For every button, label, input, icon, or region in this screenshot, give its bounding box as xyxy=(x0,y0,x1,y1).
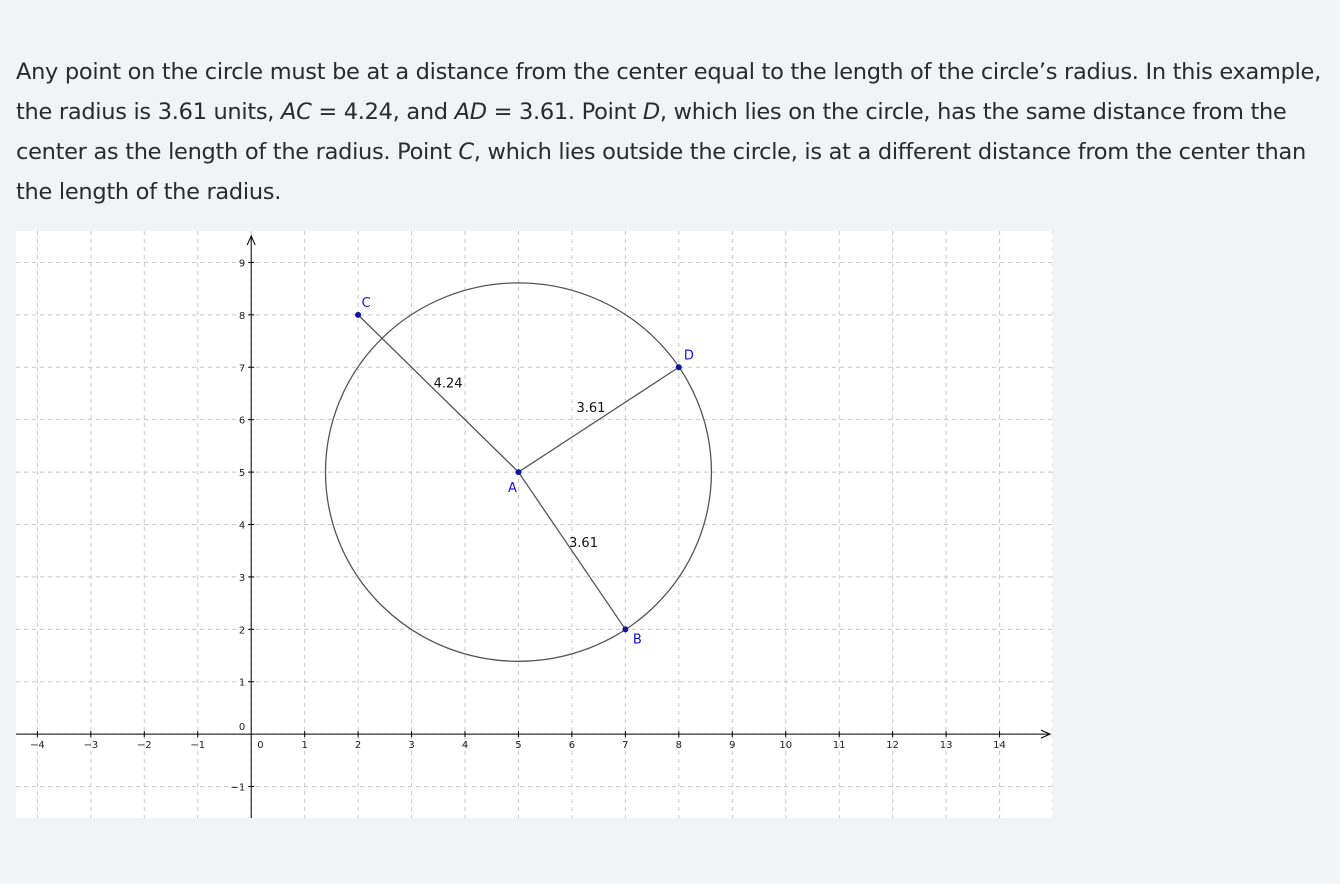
point-label-c: C xyxy=(361,295,371,311)
x-tick-label: 3 xyxy=(408,740,415,752)
x-tick-label: 7 xyxy=(622,740,629,752)
x-tick-label: 14 xyxy=(993,740,1006,752)
point-b xyxy=(622,626,628,632)
axes xyxy=(16,236,1050,818)
x-tick-label: −3 xyxy=(83,740,99,752)
x-tick-label: 13 xyxy=(939,740,953,752)
x-tick-label: −2 xyxy=(136,740,152,752)
point-d xyxy=(676,364,682,370)
x-tick-label: 9 xyxy=(729,740,736,752)
x-tick-label: 8 xyxy=(675,740,683,752)
var-d: D xyxy=(642,99,660,125)
point-label-b: B xyxy=(632,632,642,648)
var-ad: AD xyxy=(454,99,487,125)
paragraph-text-1: Any point on the circle must be at a distance from the center equal to the length of the circle’s radius. In this example, the radius is 3.61 units, xyxy=(16,59,1321,125)
grid xyxy=(16,231,1053,818)
x-tick-label: 1 xyxy=(301,740,308,752)
point-label-d: D xyxy=(683,348,694,364)
x-tick-label: 10 xyxy=(779,740,793,752)
x-tick-label: 11 xyxy=(832,740,846,752)
segment-AD xyxy=(518,367,678,472)
y-tick-label: 9 xyxy=(238,258,246,270)
x-tick-label: 12 xyxy=(886,740,900,752)
y-tick-label: 4 xyxy=(238,520,246,532)
coordinate-graph xyxy=(16,231,1053,818)
shapes xyxy=(325,283,711,661)
y-tick-label: 6 xyxy=(238,415,246,427)
x-tick-label: 6 xyxy=(568,740,576,752)
y-tick-label: 2 xyxy=(238,625,246,637)
y-tick-label: 3 xyxy=(238,572,246,584)
labels xyxy=(30,258,1006,793)
segment-label-AC: 4.24 xyxy=(433,376,463,392)
y-tick-label: 0 xyxy=(238,722,246,734)
segment-AC xyxy=(358,315,518,472)
explanation-paragraph xyxy=(16,52,1336,212)
segment-label-AB: 3.61 xyxy=(569,535,598,551)
paragraph-text-4: , which lies on the circle, has the same distance from the center as the length of the radius. Point xyxy=(16,99,1287,165)
paragraph-text-3: = 3.61. Point xyxy=(486,99,643,125)
point-c xyxy=(355,312,361,318)
y-tick-label: 7 xyxy=(238,363,246,375)
x-tick-label: 0 xyxy=(257,740,264,752)
x-tick-label: −4 xyxy=(30,740,45,752)
segment-label-AD: 3.61 xyxy=(576,400,606,416)
y-tick-label: 8 xyxy=(238,310,246,322)
var-c: C xyxy=(458,139,474,165)
x-tick-label: 2 xyxy=(354,740,362,752)
point-a xyxy=(515,469,521,475)
y-tick-label: 1 xyxy=(238,677,246,689)
var-ac: AC xyxy=(280,99,312,125)
x-tick-label: −1 xyxy=(190,740,206,752)
y-tick-label: 5 xyxy=(238,468,246,480)
y-tick-label: −1 xyxy=(230,782,246,794)
paragraph-text-2: = 4.24, and xyxy=(311,99,455,125)
x-tick-label: 5 xyxy=(515,740,522,752)
point-label-a: A xyxy=(508,481,517,497)
x-tick-label: 4 xyxy=(461,740,469,752)
graph-canvas xyxy=(16,231,1053,818)
paragraph-text-5: , which lies outside the circle, is at a different distance from the center than the length of the radius. xyxy=(16,139,1306,205)
